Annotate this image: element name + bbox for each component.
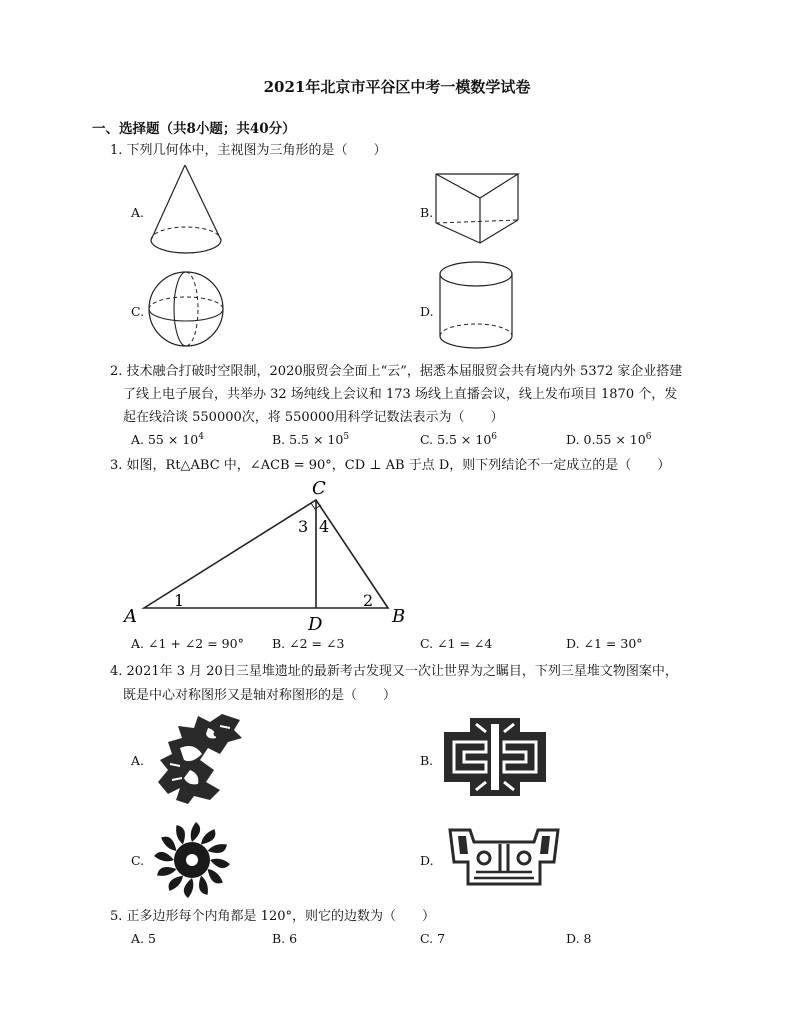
swirl-pattern-image [152, 820, 232, 900]
q2-option-d: D. $0.55 \times 10^6$ [566, 432, 652, 447]
angle-1-label: 1 [174, 591, 185, 610]
question-4-line-2: 既是中心对称图形又是轴对称图形的是（ ） [123, 688, 397, 703]
question-1-stem: 1. 下列几何体中，主视图为三角形的是（ ） [110, 143, 387, 158]
bird-pattern-image [150, 708, 246, 808]
q5-option-c: C. 7 [420, 931, 446, 946]
q5-option-a: A. 5 [131, 931, 156, 946]
q4-option-d-label: D. [420, 853, 434, 868]
question-4-line-1: 4. 2021年 3 月 20日三星堆遗址的最新考古发现又一次让世界为之瞩目，下列三星堆文物图案中， [110, 664, 678, 679]
q1-option-b-label: B. [420, 205, 434, 220]
question-2-line-1: 2. 技术融合打破时空限制，2020服贸会全面上“云”，据悉本届服贸会共有境内外 5372 家企业搭建 [110, 364, 683, 379]
question-5-stem: 5. 正多边形每个内角都是 120°，则它的边数为（ ） [110, 909, 435, 924]
q1-option-c-label: C. [131, 304, 145, 319]
angle-4-label: 4 [319, 517, 330, 536]
q5-option-d: D. 8 [566, 931, 592, 946]
page-title: 2021年北京市平谷区中考一模数学试卷 [263, 78, 531, 96]
question-2-line-2: 了线上电子展台，共举办 32 场纯线上会议和 173 场线上直播会议，线上发布项目 1870 个，发 [123, 387, 678, 402]
q4-option-a-label: A. [131, 753, 145, 768]
q2-option-b: B. $5.5 \times 10^5$ [272, 432, 350, 447]
question-3-stem: 3. 如图，Rt△ABC 中，∠ACB = 90°，CD ⊥ AB 于点 D，则下列结论不一定成立的是（ ） [110, 458, 671, 473]
right-triangle-figure [118, 474, 418, 636]
vertex-a-label: A [124, 606, 137, 627]
question-2-line-3: 起在线洽谈 550000次，将 550000用科学记数法表示为（ ） [123, 410, 504, 425]
q1-option-d-label: D. [420, 304, 434, 319]
q3-option-b: B. ∠2 = ∠3 [272, 636, 345, 651]
point-d-label: D [308, 614, 323, 635]
section-heading: 一、选择题（共8小题；共40分） [92, 121, 296, 137]
sphere-figure [145, 268, 230, 353]
q3-option-d: D. ∠1 = 30° [566, 636, 643, 651]
vertex-c-label: C [312, 478, 326, 499]
q2-option-c: C. $5.5 \times 10^6$ [420, 432, 498, 447]
prism-figure [430, 168, 530, 248]
q2-option-a: A. $55 \times 10^4$ [131, 432, 204, 447]
angle-2-label: 2 [363, 591, 374, 610]
cone-figure [145, 160, 230, 260]
q1-option-a-label: A. [131, 205, 145, 220]
q4-option-c-label: C. [131, 853, 145, 868]
cylinder-figure [434, 258, 524, 358]
q3-option-a: A. ∠1 + ∠2 = 90° [131, 636, 244, 651]
symmetric-mask-pattern-image [440, 712, 550, 802]
q5-option-b: B. 6 [272, 931, 298, 946]
vertex-b-label: B [392, 606, 406, 627]
angle-3-label: 3 [298, 517, 309, 536]
q3-option-c: C. ∠1 = ∠4 [420, 636, 493, 651]
q4-option-b-label: B. [420, 753, 434, 768]
face-mask-pattern-image [444, 822, 564, 892]
